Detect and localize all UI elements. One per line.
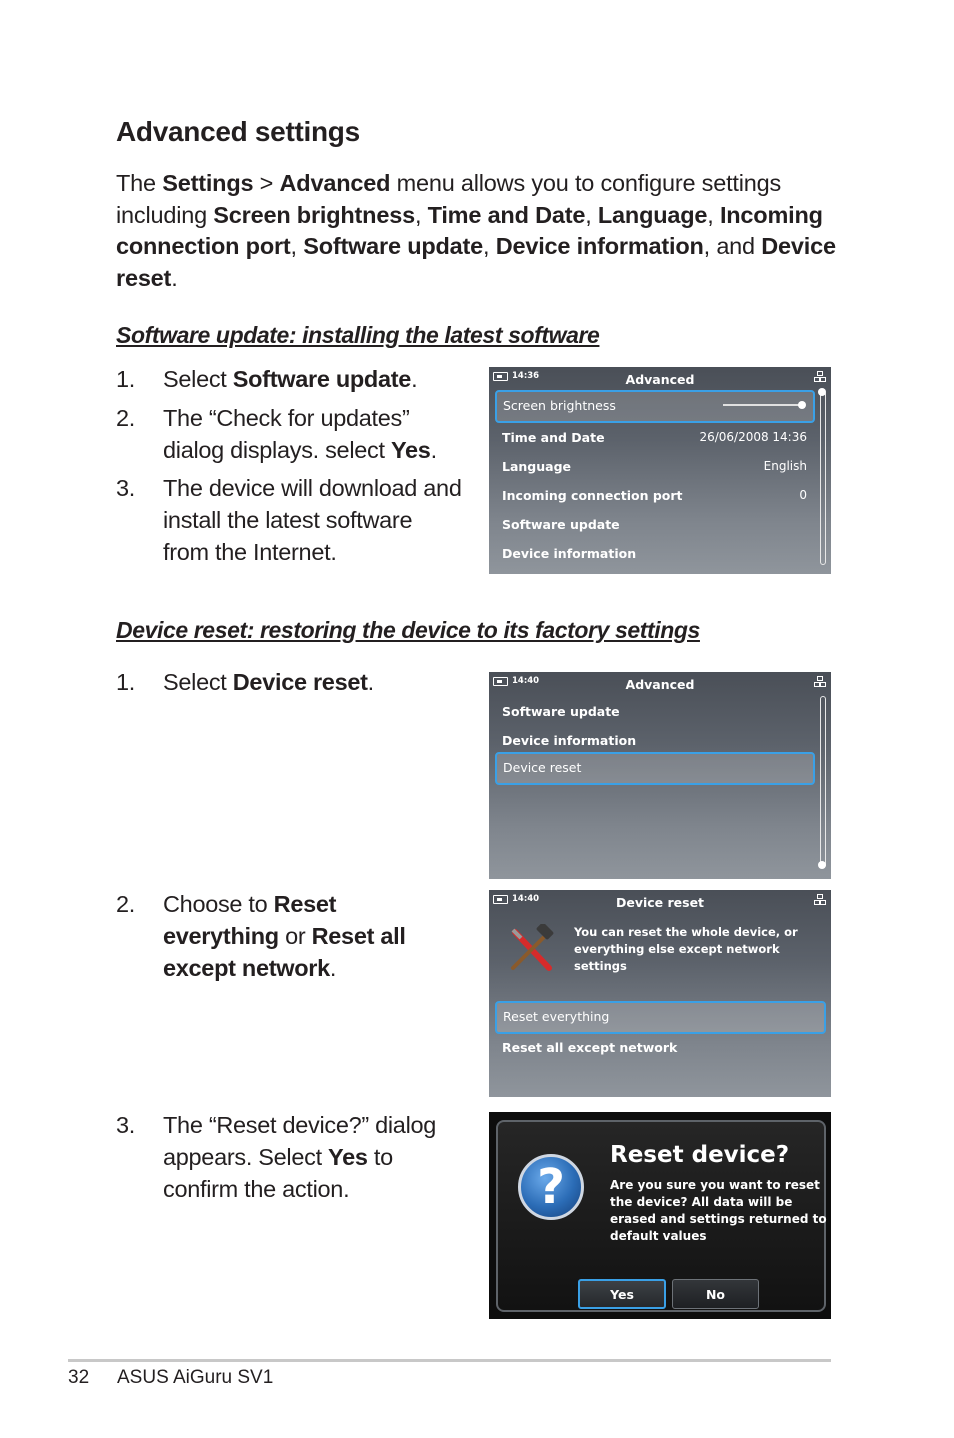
menu-item-label: Time and Date bbox=[502, 430, 605, 445]
menu-item-label: Language bbox=[502, 459, 572, 474]
footer-product-name: ASUS AiGuru SV1 bbox=[117, 1367, 274, 1388]
page-heading: Advanced settings bbox=[116, 116, 360, 147]
reset-description: You can reset the whole device, or everything else except network settings bbox=[574, 925, 798, 973]
step-number: 2. bbox=[116, 891, 135, 917]
menu-item-device-reset[interactable] bbox=[495, 752, 815, 785]
yes-button[interactable]: Yes bbox=[578, 1279, 666, 1309]
menu-item-time-and-date[interactable] bbox=[502, 422, 807, 451]
network-icon bbox=[814, 894, 825, 904]
menu-item-label: Screen brightness bbox=[503, 398, 616, 413]
option-label: Reset all except network bbox=[502, 1040, 678, 1055]
dialog-title: Reset device? bbox=[610, 1142, 790, 1168]
menu-item-software-update[interactable] bbox=[502, 696, 807, 725]
step-text: Select Device reset. bbox=[163, 669, 374, 695]
menu-item-value: 26/06/2008 14:36 bbox=[699, 430, 807, 444]
menu-item-device-information[interactable] bbox=[502, 725, 807, 754]
menu-item-screen-brightness[interactable] bbox=[495, 390, 815, 423]
section-title-software-update: Software update: installing the latest software bbox=[116, 322, 600, 348]
advanced-settings-screen-2 bbox=[489, 672, 831, 879]
menu-item-label: Device reset bbox=[503, 760, 582, 775]
step-text: The “Check for updates” dialog displays. select Yes. bbox=[163, 405, 437, 463]
menu-item-label: Device information bbox=[502, 733, 637, 748]
menu-item-label: Device information bbox=[502, 546, 637, 561]
menu-item-incoming-port[interactable] bbox=[502, 480, 807, 509]
advanced-settings-screen bbox=[489, 367, 831, 574]
status-time: 14:36 bbox=[493, 371, 539, 381]
device-reset-screen bbox=[489, 890, 831, 1097]
intro-paragraph: The Settings > Advanced menu allows you to configure settings including Screen brightness, Time and Date, Language, Incoming connection port, Software update, Device information, and Device reset. bbox=[116, 170, 836, 291]
menu-item-language[interactable] bbox=[502, 451, 807, 480]
menu-item-value: 0 bbox=[799, 488, 807, 502]
dialog-frame bbox=[496, 1120, 826, 1312]
option-reset-all-except-network[interactable] bbox=[502, 1032, 807, 1061]
no-button[interactable]: No bbox=[672, 1279, 759, 1309]
step-number: 1. bbox=[116, 366, 135, 392]
network-icon bbox=[814, 676, 825, 686]
step-number: 3. bbox=[116, 1112, 135, 1138]
brightness-slider[interactable] bbox=[723, 404, 803, 406]
footer-divider bbox=[68, 1359, 831, 1362]
menu-item-label: Software update bbox=[502, 517, 620, 532]
option-label: Reset everything bbox=[503, 1009, 610, 1024]
step-text: Choose to Reset everything or Reset all except network. bbox=[163, 891, 406, 981]
step-text: The device will download and install the latest software from the Internet. bbox=[163, 475, 462, 565]
step-number: 2. bbox=[116, 405, 135, 431]
option-reset-everything[interactable] bbox=[495, 1001, 826, 1034]
section-title-device-reset: Device reset: restoring the device to its factory settings bbox=[116, 617, 700, 643]
screen-title: Advanced bbox=[625, 372, 695, 387]
scroll-thumb[interactable] bbox=[818, 861, 826, 869]
page-number: 32 bbox=[68, 1367, 90, 1388]
status-time: 14:40 bbox=[493, 676, 539, 686]
tools-icon bbox=[507, 924, 557, 974]
scrollbar[interactable] bbox=[820, 391, 826, 565]
menu-item-device-information[interactable] bbox=[502, 538, 807, 567]
menu-item-software-update[interactable] bbox=[502, 509, 807, 538]
network-icon bbox=[814, 371, 825, 381]
scrollbar[interactable] bbox=[820, 696, 826, 868]
step-number: 3. bbox=[116, 475, 135, 501]
dialog-message: Are you sure you want to reset the device? All data will be erased and settings returned to default values bbox=[610, 1178, 827, 1243]
scroll-thumb[interactable] bbox=[818, 388, 826, 396]
step-number: 1. bbox=[116, 669, 135, 695]
menu-item-value: English bbox=[763, 459, 807, 473]
screen-title: Device reset bbox=[615, 895, 705, 910]
step-text: Select Software update. bbox=[163, 366, 418, 392]
status-time: 14:40 bbox=[493, 894, 539, 904]
step-text: The “Reset device?” dialog appears. Select Yes to confirm the action. bbox=[163, 1112, 437, 1202]
menu-item-label: Software update bbox=[502, 704, 620, 719]
screen-title: Advanced bbox=[625, 677, 695, 692]
reset-device-dialog bbox=[489, 1112, 831, 1319]
menu-item-label: Incoming connection port bbox=[502, 488, 683, 503]
question-icon: ? bbox=[518, 1154, 584, 1220]
